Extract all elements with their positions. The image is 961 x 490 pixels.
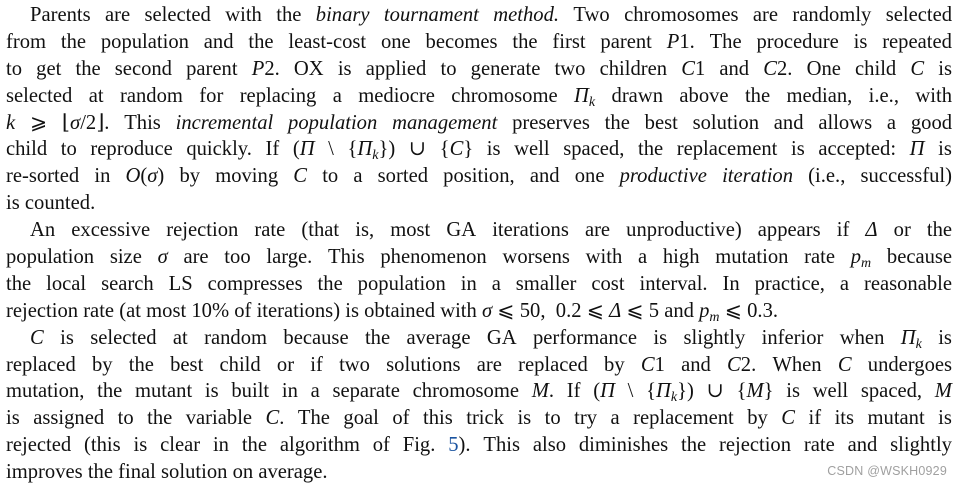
csdn-watermark: CSDN @WSKH0929	[827, 464, 947, 478]
text-line: mutation, the mutant is built in a separate chromosome M. If (Π \ $\{\Pi_k\}$) ∪ {M} is well spaced, M	[6, 380, 952, 406]
text-line: rejected (this is clear in the algorithm of Fig. 5). This also diminishes the rejection rate and slightly	[6, 434, 952, 457]
text-line: from the population and the least-cost one becomes the first parent P1. The procedure is repeated	[6, 30, 952, 53]
text-line: An excessive rejection rate (that is, most GA iterations are unproductive) appears if Δ or the	[30, 219, 953, 242]
text-line: re-sorted in O(σ) by moving C to a sorted position, and one productive iteration (i.e., successful)	[6, 165, 952, 188]
text-line: is assigned to the variable C. The goal of this trick is to try a replacement by C if its mutant is	[6, 407, 952, 430]
text-line: selected at random for replacing a mediocre chromosome $\Pi_k$ drawn above the median, i.e., with	[6, 84, 952, 110]
text-line: improves the final solution on average.	[6, 461, 328, 484]
text-line: replaced by the best child or if two solutions are replaced by C1 and C2. When C undergoes	[6, 353, 953, 376]
text-line: C is selected at random because the average GA performance is slightly inferior when $\Pi_k$ is	[30, 326, 952, 352]
text-line: k ⩾ ⌊σ/2⌋. This incremental population management preserves the best solution and allows a good	[6, 111, 953, 134]
text-line: the local search LS compresses the population in a smaller cost interval. In practice, a reasonable	[6, 272, 953, 295]
text-line: population size σ are too large. This phenomenon worsens with a high mutation rate $p_m$ because	[6, 246, 953, 272]
text-line: to get the second parent P2. OX is applied to generate two children C1 and C2. One child C is	[6, 57, 953, 80]
paper-text-body	[6, 2, 952, 486]
text-line: rejection rate (at most 10% of iterations) is obtained with σ ⩽ 50, 0.2 ⩽ Δ ⩽ 5 and $p_m$ ⩽ 0.3.	[6, 299, 779, 325]
text-line: is counted.	[6, 192, 96, 215]
text-line: child to reproduce quickly. If (Π \ $\{\Pi_k\}$) ∪ {C} is well spaced, the replacement is accepted: Π is	[6, 138, 952, 164]
text-line: Parents are selected with the binary tournament method. Two chromosomes are randomly selected	[30, 4, 953, 26]
